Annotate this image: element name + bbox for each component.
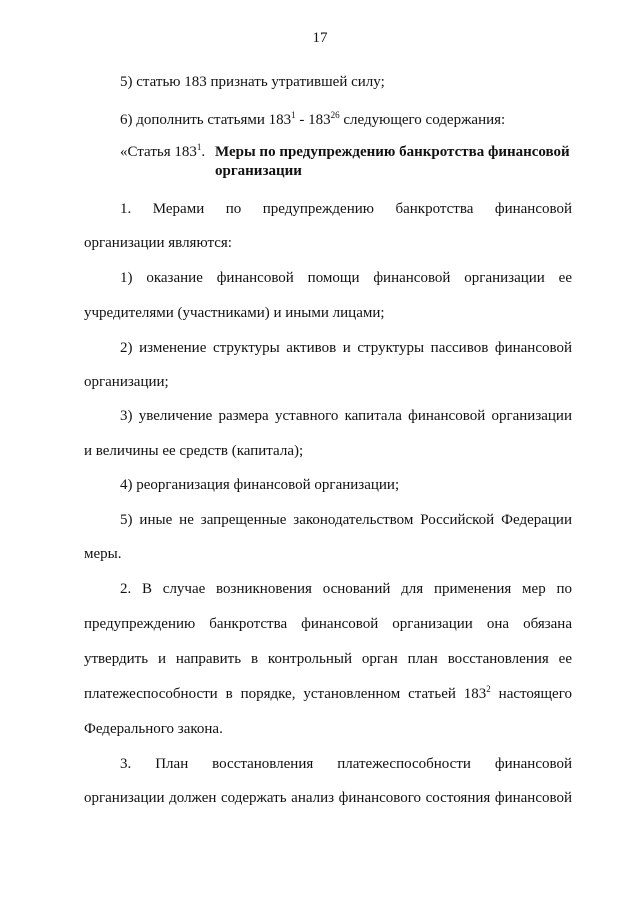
amendment-item-6-text: следующего содержания: [339,112,506,128]
list-item-1-line: учредителями (участниками) и иными лицами; [84,305,385,321]
list-item-2-line: 2) изменение структуры активов и структуры пассивов финансовой [120,340,572,356]
paragraph-3-line: 3. План восстановления платежеспособности финансовой [120,756,572,772]
paragraph-2-line: утвердить и направить в контрольный орган план восстановления ее [84,651,572,667]
amendment-item-6-text: 6) дополнить статьями 183 [120,112,292,128]
article-label-text: . [201,144,206,160]
list-item-3-line: и величины ее средств (капитала); [84,443,304,459]
amendment-item-6 [120,110,572,130]
superscript: 26 [330,110,340,120]
list-item-5-line: 5) иные не запрещенные законодательством Российской Федерации [120,512,572,528]
superscript: 1 [196,142,202,152]
paragraph-2-line: предупреждению банкротства финансовой организации она обязана [84,616,572,632]
superscript: 2 [486,684,491,694]
paragraph-2-line: Федерального закона. [84,721,223,737]
paragraph-1-line: организации являются: [84,235,232,251]
list-item-2-line: организации; [84,374,169,390]
list-item-5-line: меры. [84,546,122,562]
page-number: 17 [312,30,328,46]
list-item-3-line: 3) увеличение размера уставного капитала финансовой организации [120,408,572,424]
article-label [120,143,205,162]
list-item-1-line: 1) оказание финансовой помощи финансовой организации ее [120,270,572,286]
list-item-4-line: 4) реорганизация финансовой организации; [120,477,400,493]
superscript: 1 [291,110,296,120]
paragraph-2-text: платежеспособности в порядке, установленном статьей 183 [84,686,487,702]
amendment-item-6-text: - 183 [295,112,331,128]
amendment-item-5: 5) статью 183 признать утратившей силу; [120,74,385,90]
paragraph-1-line: 1. Мерами по предупреждению банкротства финансовой [120,201,572,217]
paragraph-2-text: настоящего [490,686,572,702]
paragraph-2-line [84,684,572,704]
article-title: Меры по предупреждению банкротства финансовой организации [215,144,570,179]
article-label-text: «Статья 183 [120,144,197,160]
paragraph-2-line: 2. В случае возникновения оснований для применения мер по [120,581,572,597]
paragraph-3-line: организации должен содержать анализ финансового состояния финансовой [84,790,572,806]
